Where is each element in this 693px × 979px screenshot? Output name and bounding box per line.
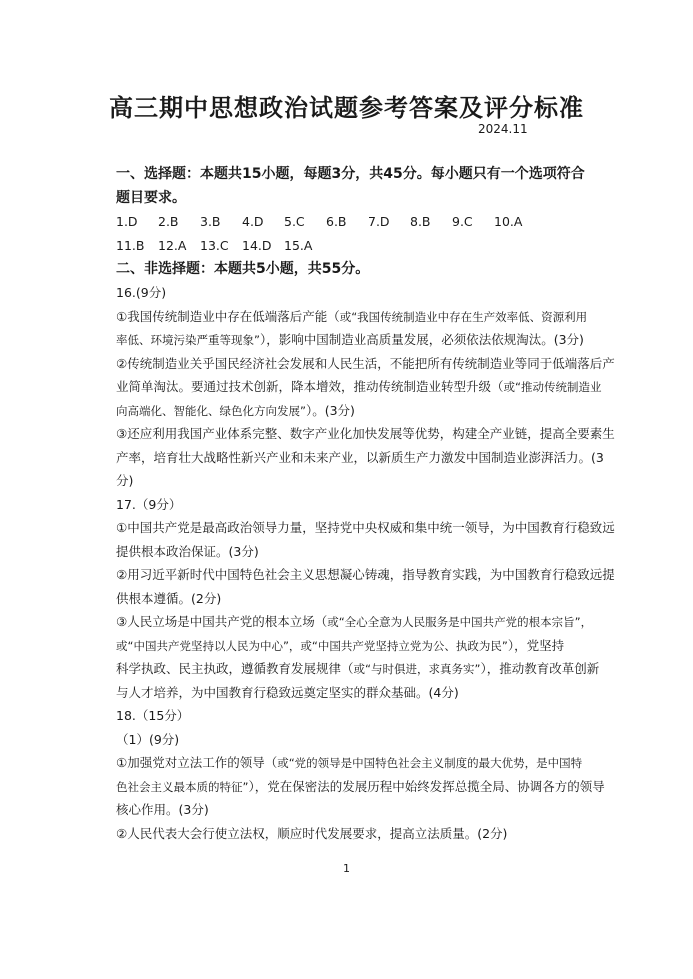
- answer-item: 14.D: [242, 237, 272, 253]
- note-run: 或“推动传统制造业: [503, 380, 602, 394]
- text-run: ），党坚持: [507, 637, 565, 653]
- page-number: 1: [343, 862, 350, 875]
- text-run: ）。(3分): [305, 402, 355, 418]
- answer-row-1: [116, 210, 586, 234]
- note-run: 或“与时俱进，求真务实”: [353, 662, 481, 676]
- answer-item: 11.B: [116, 237, 145, 253]
- text-run: ①我国传统制造业中存在低端落后产能（: [116, 308, 340, 324]
- answer-item: 8.B: [410, 214, 431, 229]
- q18-point1-line3: 核心作用。(3分): [116, 802, 209, 817]
- document-date: 2024.11: [478, 122, 528, 136]
- q17-point1-line2: 提供根本政治保证。(3分): [116, 543, 259, 559]
- answer-item: 12.A: [158, 237, 187, 253]
- text-run: ），党在保密法的发展历程中始终发挥总揽全局、协调各方的领导: [248, 778, 605, 794]
- q16-point2-line1: ②传统制造业关乎国民经济社会发展和人民生活，不能把所有传统制造业等同于低端落后产: [116, 355, 615, 371]
- q17-point3-line2: [116, 634, 586, 658]
- question-16-heading: 16.(9分): [116, 285, 167, 300]
- q17-point1-line1: ①中国共产党是最高政治领导力量，坚持党中央权威和集中统一领导，为中国教育行稳致远: [116, 520, 615, 535]
- q16-point3-line3: 分): [116, 473, 134, 488]
- text-run: ③人民立场是中国共产党的根本立场（: [116, 614, 328, 629]
- q17-point2-line1: ②用习近平新时代中国特色社会主义思想凝心铸魂，指导教育实践，为中国教育行稳致远提: [116, 567, 615, 582]
- page-title: 高三期中思想政治试题参考答案及评分标准: [109, 93, 584, 122]
- q17-point3-line4: 与人才培养，为中国教育行稳致远奠定坚实的群众基础。(4分): [116, 684, 459, 700]
- q17-point3-line1: [116, 610, 593, 634]
- answer-item: 10.A: [494, 214, 523, 229]
- q18-point2-line1: ②人民代表大会行使立法权，顺应时代发展要求，提高立法质量。(2分): [116, 825, 508, 841]
- answer-item: 6.B: [326, 214, 347, 229]
- note-run: 色社会主义最本质的特征”: [116, 779, 249, 794]
- note-run: 或“党的领导是中国特色社会主义制度的最大优势，是中国特: [277, 756, 583, 770]
- q16-point2-line2: [116, 375, 602, 399]
- q16-point1-line2: [116, 328, 586, 352]
- answer-content: [116, 162, 615, 845]
- answer-item: 5.C: [284, 214, 305, 229]
- q16-point3-line2: 产率，培育壮大战略性新兴产业和未来产业，以新质生产力激发中国制造业澎湃活力。(3: [116, 449, 604, 465]
- section1-heading-line2: 题目要求。: [116, 190, 186, 206]
- section1-heading-line1: 一、选择题：本题共15小题，每题3分，共45分。每小题只有一个选项符合: [116, 166, 585, 182]
- answer-item: 7.D: [368, 214, 390, 229]
- question-17-heading: 17.（9分）: [116, 496, 182, 512]
- note-run: 向高端化、智能化、绿色化方向发展”: [116, 403, 306, 418]
- q17-point3-line3: [116, 657, 600, 681]
- q16-point3-line1: ③还应利用我国产业体系完整、数字产业化加快发展等优势，构建全产业链，提高全要素生: [116, 426, 615, 441]
- note-run: 率低、环境污染严重等现象”: [116, 333, 260, 347]
- text-run: 科学执政、民主执政，遵循教育发展规律（: [116, 661, 354, 676]
- answer-item: 1.D: [116, 214, 138, 229]
- answer-item: 13.C: [200, 237, 229, 253]
- answer-row-2: [116, 234, 586, 258]
- answer-item: 15.A: [284, 237, 313, 253]
- text-run: 业简单淘汰。要通过技术创新，降本增效，推动传统制造业转型升级（: [116, 379, 504, 394]
- answer-item: 2.B: [158, 214, 179, 229]
- q16-point1-line1: [116, 305, 586, 329]
- text-run: ），推动教育改革创新: [480, 661, 600, 676]
- section2-heading: 二、非选择题：本题共5小题，共55分。: [116, 261, 370, 277]
- q17-point2-line2: 供根本遵循。(2分): [116, 590, 222, 606]
- note-run: 或“全心全意为人民服务是中国共产党的根本宗旨”，: [327, 615, 593, 629]
- q18-point1-line2: [116, 775, 605, 799]
- text-run: ①加强党对立法工作的领导（: [116, 755, 278, 770]
- q16-point2-line3: [116, 399, 586, 423]
- answer-item: 4.D: [242, 214, 264, 229]
- q18-subquestion-1: （1）(9分): [116, 731, 180, 747]
- note-run: 或“中国共产党坚持以人民为中心”，或“中国共产党坚持立党为公、执政为民”: [116, 638, 508, 653]
- answer-item: 3.B: [200, 214, 221, 229]
- q18-point1-line1: [116, 751, 586, 775]
- note-run: 或“我国传统制造业中存在生产效率低、资源利用: [339, 309, 588, 324]
- answer-item: 9.C: [452, 214, 473, 229]
- question-18-heading: 18.（15分）: [116, 708, 190, 723]
- text-run: ），影响中国制造业高质量发展，必须依法依规淘汰。(3分): [259, 332, 584, 347]
